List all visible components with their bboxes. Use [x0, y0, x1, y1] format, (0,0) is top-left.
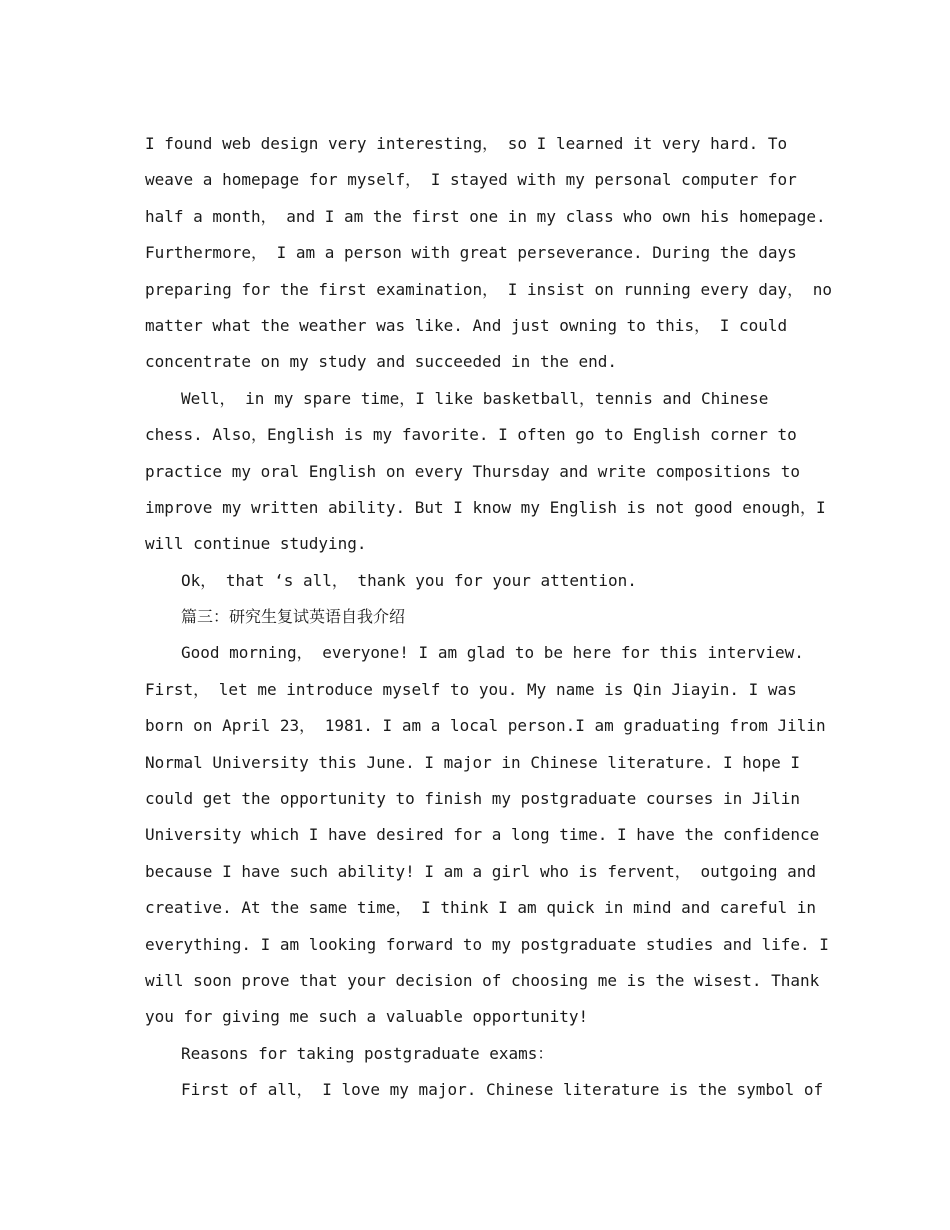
paragraph-start-line: Well， in my spare time，I like basketball，tennis and Chinese — [181, 388, 769, 408]
text-line: concentrate on my study and succeeded in the end. — [145, 352, 618, 372]
text-line: half a month， and I am the first one in my class who own his homepage. — [145, 206, 826, 226]
text-line: will soon prove that your decision of choosing me is the wisest. Thank — [145, 970, 820, 990]
text-line: improve my written ability. But I know my English is not good enough，I — [145, 497, 826, 517]
text-line: First， let me introduce myself to you. My name is Qin Jiayin. I was — [145, 679, 797, 699]
text-line: I found web design very interesting， so I learned it very hard. To — [145, 134, 788, 153]
text-line: everything. I am looking forward to my postgraduate studies and life. I — [145, 934, 829, 954]
text-line: could get the opportunity to finish my postgraduate courses in Jilin — [145, 789, 801, 809]
text-line: will continue studying. — [145, 534, 367, 554]
text-line: preparing for the first examination， I insist on running every day， no — [145, 279, 833, 299]
text-line: chess. Also，English is my favorite. I often go to English corner to — [145, 425, 797, 445]
text-line: matter what the weather was like. And just owning to this， I could — [145, 315, 788, 335]
text-line: because I have such ability! I am a girl who is fervent， outgoing and — [145, 861, 817, 881]
text-line: University which I have desired for a long time. I have the confidence — [145, 825, 820, 845]
paragraph-start-line: Good morning， everyone! I am glad to be here for this interview. — [181, 643, 804, 663]
section-heading: 篇三：研究生复试英语自我介绍 — [181, 607, 406, 627]
text-line: you for giving me such a valuable opportunity! — [145, 1007, 589, 1027]
text-line: Furthermore， I am a person with great perseverance. During the days — [145, 243, 797, 263]
paragraph-start-line: Reasons for taking postgraduate exams： — [181, 1043, 554, 1063]
text-line: creative. At the same time， I think I am quick in mind and careful in — [145, 898, 817, 918]
text-line: weave a homepage for myself， I stayed with my personal computer for — [145, 170, 797, 190]
text-line: Normal University this June. I major in Chinese literature. I hope I — [145, 752, 801, 772]
paragraph-start-line: First of all， I love my major. Chinese literature is the symbol of — [181, 1080, 824, 1100]
paragraph-start-line: Ok， that ‘s all， thank you for your attention. — [181, 570, 637, 590]
text-line: born on April 23， 1981. I am a local person.I am graduating from Jilin — [145, 716, 826, 736]
document-body — [145, 126, 833, 1109]
text-line: practice my oral English on every Thursday and write compositions to — [145, 461, 801, 481]
